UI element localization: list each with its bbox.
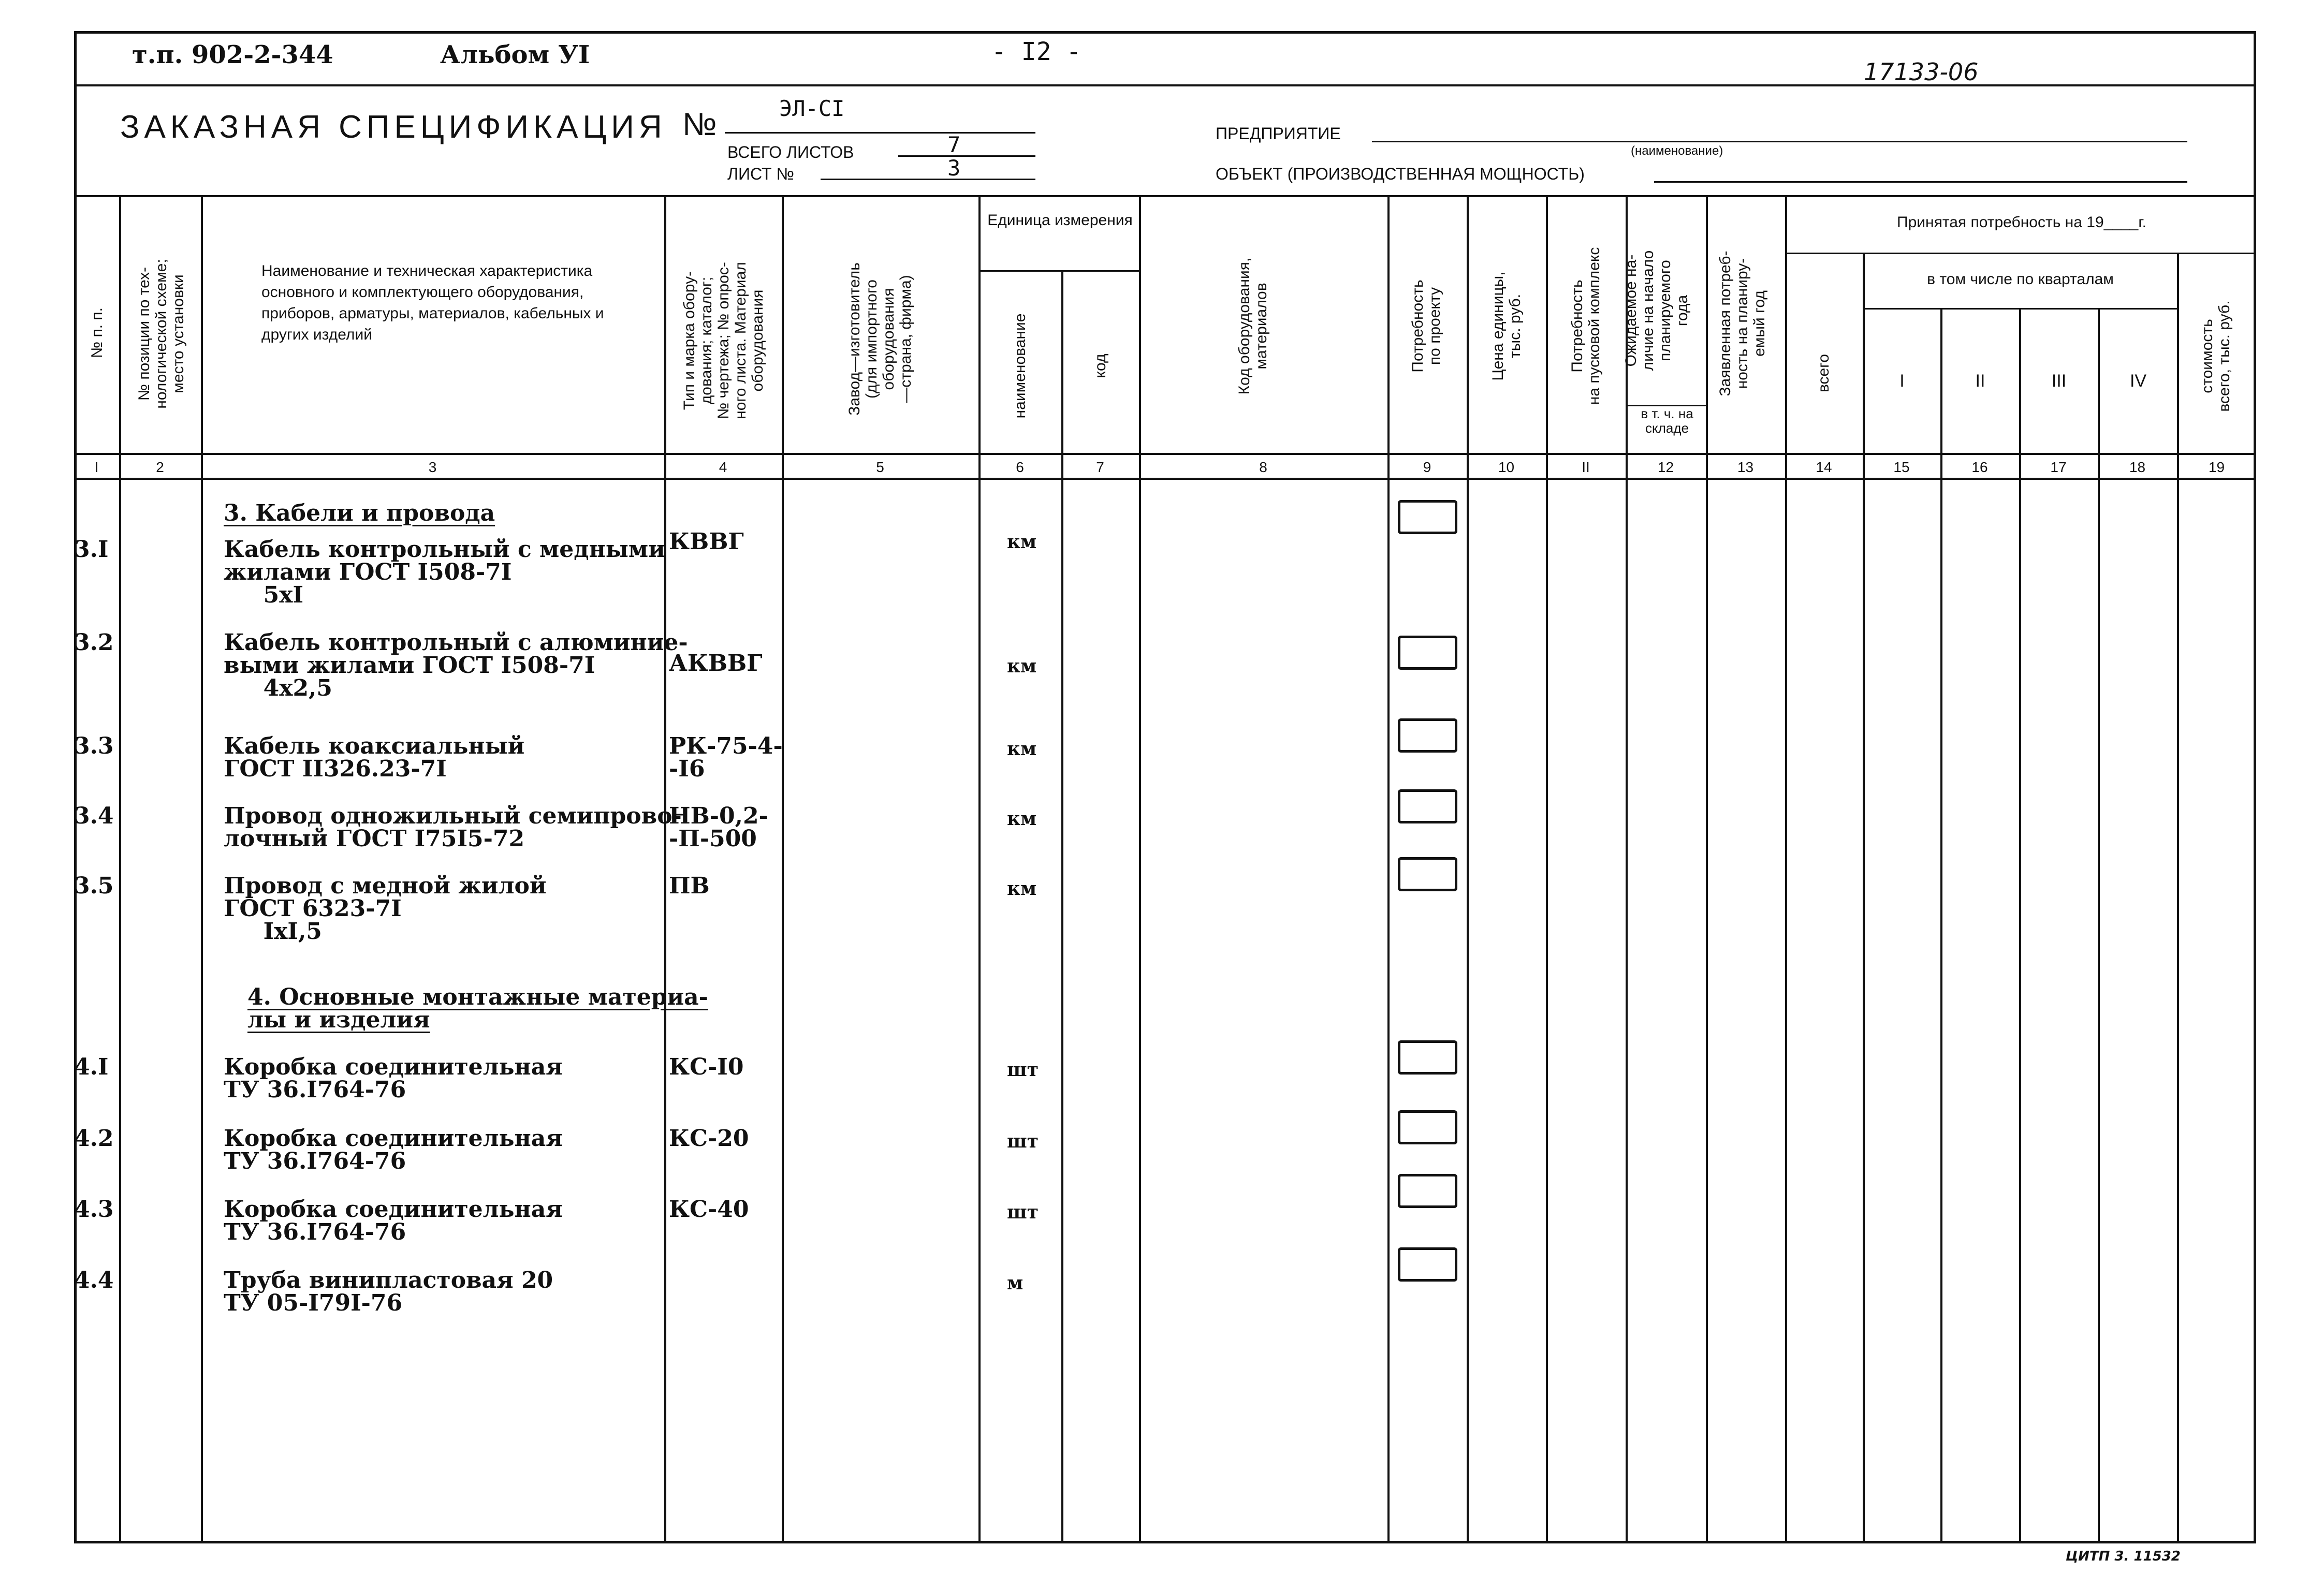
header-requested-need: Заявленная потреб- ность на планиру- емый год [1716, 251, 1768, 396]
album-label: Альбом УІ [440, 40, 590, 69]
row-unit: км [1007, 878, 1037, 900]
header-cost: стоимость всего, тыс. руб. [2199, 300, 2233, 412]
sheet-number-value: 3 [947, 155, 961, 181]
need-box [1398, 789, 1457, 823]
row-type: НВ-0,2- -П-500 [669, 803, 768, 852]
header-equipment-code: Код оборудования, материалов [1236, 257, 1270, 395]
row-name: Провод одножильный семипрово- лочный ГОСТ І75І5-72 [224, 803, 682, 852]
row-number: 3.І [74, 536, 109, 563]
colnum-19: 19 [2208, 459, 2225, 475]
row-name: Коробка соединительная ТУ 36.І764-76 [224, 1196, 563, 1245]
header-quarter-1: I [1899, 371, 1905, 391]
header-type: Тип и марка обору- дования; каталог; № чертежа; № опрос- ного листа. Материал оборудования [680, 262, 766, 419]
need-box [1398, 1110, 1457, 1144]
row-type: КС-20 [669, 1125, 749, 1152]
row-unit: км [1007, 655, 1037, 677]
handwritten-number: 17133-06 [1864, 58, 1979, 86]
colnum-17: 17 [2050, 459, 2067, 475]
row-number: 4.3 [74, 1196, 114, 1223]
header-unit: Единица измерения [987, 212, 1133, 229]
header-quarter-4: IV [2129, 371, 2147, 391]
header-quarter-3: III [2051, 371, 2067, 391]
header-unit-price: Цена единицы, тыс. руб. [1489, 271, 1524, 381]
number-sign: № [682, 107, 717, 142]
colnum-3: 3 [428, 459, 437, 475]
row-unit: м [1007, 1272, 1024, 1294]
row-unit: км [1007, 738, 1037, 760]
header-quarters: в том числе по кварталам [1927, 271, 2114, 288]
colnum-7: 7 [1096, 459, 1104, 475]
row-unit: шт [1007, 1201, 1039, 1223]
header-startup-need: Потребность на пусковой комплекс [1569, 247, 1603, 405]
need-box [1398, 500, 1457, 534]
print-stamp: ЦИТП 3. 11532 [2066, 1549, 2181, 1564]
header-unit-code: код [1091, 354, 1109, 378]
row-type: КС-40 [669, 1196, 749, 1223]
colnum-10: 10 [1498, 459, 1515, 475]
row-type: АКВВГ [669, 650, 763, 676]
row-name: Труба винипластовая 20 ТУ 05-І79І-76 [224, 1267, 553, 1316]
need-box [1398, 1040, 1457, 1075]
page-number: - I2 - [991, 37, 1081, 66]
colnum-13: 13 [1737, 459, 1754, 475]
row-number: 3.5 [74, 873, 114, 899]
page-title: ЗАКАЗНАЯ СПЕЦИФИКАЦИЯ [120, 109, 667, 145]
name-hint: (наименование) [1631, 144, 1723, 158]
row-unit: шт [1007, 1059, 1039, 1081]
row-name: Кабель коаксиальный ГОСТ ІІ326.23-7І [224, 733, 525, 782]
colnum-15: 15 [1893, 459, 1910, 475]
colnum-6: 6 [1016, 459, 1024, 475]
row-name: Кабель контрольный с медными жилами ГОСТ І508-7І 5хІ [224, 536, 665, 608]
row-number: 4.4 [74, 1267, 114, 1293]
need-box [1398, 1174, 1457, 1208]
total-sheets-label: ВСЕГО ЛИСТОВ [727, 143, 854, 161]
doc-code: т.п. 902-2-344 [132, 40, 333, 69]
spec-number: ЭЛ-СІ [779, 96, 845, 121]
header-name: Наименование и техническая характеристика основного и комплектующего оборудования, приборов, арматуры, материалов, кабельных и других изделий [261, 262, 604, 343]
row-type: РК-75-4- -І6 [669, 733, 783, 782]
section-heading: 4. Основные монтажные материа- лы и изделия [247, 984, 708, 1033]
row-number: 4.І [74, 1054, 109, 1080]
colnum-9: 9 [1423, 459, 1431, 475]
header-accepted-need: Принятая потребность на 19____г. [1897, 214, 2146, 231]
row-name: Кабель контрольный с алюминие- выми жилами ГОСТ І508-7І 4х2,5 [224, 629, 688, 701]
enterprise-label: ПРЕДПРИЯТИЕ [1216, 124, 1341, 143]
need-box [1398, 718, 1457, 753]
header-total: всего [1815, 354, 1832, 393]
row-number: 3.2 [74, 629, 114, 656]
sheet-number-label: ЛИСТ № [727, 165, 794, 183]
colnum-1: I [94, 459, 99, 475]
colnum-8: 8 [1259, 459, 1267, 475]
row-type: ПВ [669, 873, 710, 899]
header-manufacturer: Завод—изготовитель (для импортного оборудования —страна, фирма) [846, 262, 914, 416]
header-expected-stock: Ожидаемое на- личие на начало планируемого года [1623, 250, 1691, 371]
row-name: Провод с медной жилой ГОСТ 6323-7І ІхІ,5 [224, 873, 547, 945]
section-heading: 3. Кабели и провода [224, 500, 495, 526]
row-unit: шт [1007, 1130, 1039, 1152]
colnum-4: 4 [719, 459, 727, 475]
need-box [1398, 636, 1457, 670]
row-type: КС-І0 [669, 1054, 744, 1080]
object-label: ОБЪЕКТ (ПРОИЗВОДСТВЕННАЯ МОЩНОСТЬ) [1216, 165, 1585, 183]
colnum-14: 14 [1816, 459, 1832, 475]
header-position: № позиции по тех- нологической схеме; место установки [135, 259, 187, 409]
header-in-stock: в т. ч. на складе [1641, 406, 1693, 436]
colnum-16: 16 [1971, 459, 1988, 475]
total-sheets-value: 7 [947, 132, 961, 157]
row-type: КВВГ [669, 528, 744, 555]
row-unit: км [1007, 808, 1037, 830]
colnum-12: 12 [1657, 459, 1674, 475]
header-row-number: № п. п. [88, 307, 106, 359]
colnum-2: 2 [156, 459, 164, 475]
header-quarter-2: II [1975, 371, 1985, 391]
need-box [1398, 1247, 1457, 1282]
row-number: 3.3 [74, 733, 114, 759]
need-box [1398, 857, 1457, 891]
header-unit-name: наименование [1011, 313, 1029, 419]
row-unit: км [1007, 531, 1037, 553]
row-name: Коробка соединительная ТУ 36.І764-76 [224, 1054, 563, 1103]
row-number: 3.4 [74, 803, 114, 829]
specification-sheet [74, 31, 2256, 1543]
row-name: Коробка соединительная ТУ 36.І764-76 [224, 1125, 563, 1174]
colnum-11: II [1582, 459, 1590, 475]
row-number: 4.2 [74, 1125, 114, 1152]
header-project-need: Потребность по проекту [1409, 279, 1443, 373]
colnum-5: 5 [876, 459, 884, 475]
colnum-18: 18 [2129, 459, 2146, 475]
